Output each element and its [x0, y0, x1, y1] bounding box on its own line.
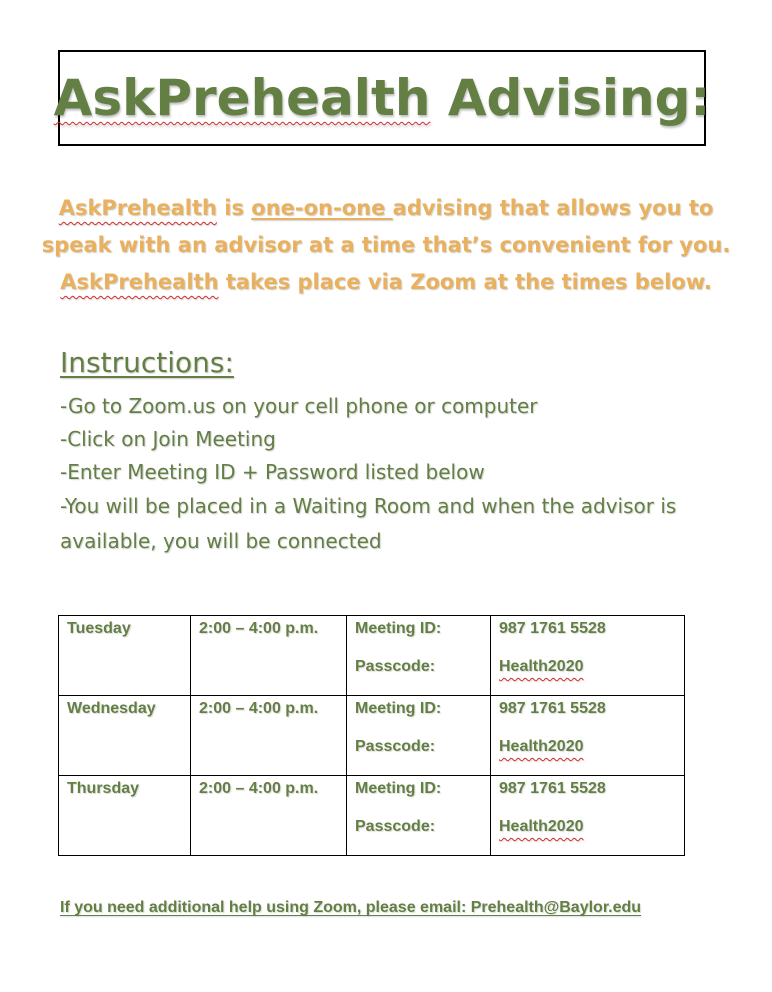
intro-line-1 — [40, 190, 732, 227]
instruction-step: -You will be placed in a Waiting Room and when the advisor is — [60, 494, 677, 518]
meeting-id-value: 987 1761 5528 — [499, 780, 606, 797]
day-cell: Thursday — [59, 776, 191, 856]
meeting-id-label: Meeting ID: — [355, 620, 442, 637]
instructions-heading: Instructions: — [60, 346, 234, 379]
instruction-step: -Enter Meeting ID + Password listed below — [60, 460, 485, 484]
intro-text-zoom: takes place via Zoom at the times below. — [218, 270, 712, 294]
intro-askprehealth-2: AskPrehealth — [60, 270, 219, 294]
meeting-id-value: 987 1761 5528 — [499, 620, 606, 637]
time-cell: 2:00 – 4:00 p.m. — [191, 696, 347, 776]
day-cell: Wednesday — [59, 696, 191, 776]
passcode-value: Health2020 — [499, 738, 584, 755]
passcode-label: Passcode: — [355, 658, 436, 675]
instruction-step: -Click on Join Meeting — [60, 427, 276, 451]
meeting-id-label: Meeting ID: — [355, 700, 442, 717]
time-cell: 2:00 – 4:00 p.m. — [191, 616, 347, 696]
table-row — [59, 776, 685, 856]
value-cell — [491, 616, 685, 696]
table-row — [59, 616, 685, 696]
title-box — [53, 50, 711, 146]
schedule-table — [58, 615, 685, 856]
label-cell — [347, 616, 491, 696]
passcode-value: Health2020 — [499, 658, 584, 675]
value-cell — [491, 776, 685, 856]
passcode-label: Passcode: — [355, 818, 436, 835]
passcode-label: Passcode: — [355, 738, 436, 755]
help-email-text: If you need additional help using Zoom, please email: Prehealth@Baylor.edu — [60, 899, 642, 916]
instruction-step-continued: available, you will be connected — [60, 529, 382, 553]
table-row — [59, 696, 685, 776]
intro-paragraph — [40, 190, 732, 301]
intro-line-3 — [40, 264, 732, 301]
instruction-step: -Go to Zoom.us on your cell phone or computer — [60, 394, 538, 418]
label-cell — [347, 696, 491, 776]
title-word-askprehealth: AskPrehealth — [53, 69, 431, 127]
page-title — [54, 69, 711, 127]
instructions-list — [60, 390, 720, 559]
intro-line-2: speak with an advisor at a time that’s convenient for you. — [41, 233, 731, 257]
intro-text-advising: advising that allows you to — [392, 196, 714, 220]
time-cell: 2:00 – 4:00 p.m. — [191, 776, 347, 856]
label-cell — [347, 776, 491, 856]
title-word-advising: Advising: — [430, 69, 711, 127]
value-cell — [491, 696, 685, 776]
meeting-id-value: 987 1761 5528 — [499, 700, 606, 717]
intro-one-on-one: one-on-one — [251, 196, 393, 220]
intro-askprehealth-1: AskPrehealth — [58, 196, 217, 220]
day-cell: Tuesday — [59, 616, 191, 696]
passcode-value: Health2020 — [499, 818, 584, 835]
meeting-id-label: Meeting ID: — [355, 780, 442, 797]
intro-text-is: is — [216, 196, 252, 220]
